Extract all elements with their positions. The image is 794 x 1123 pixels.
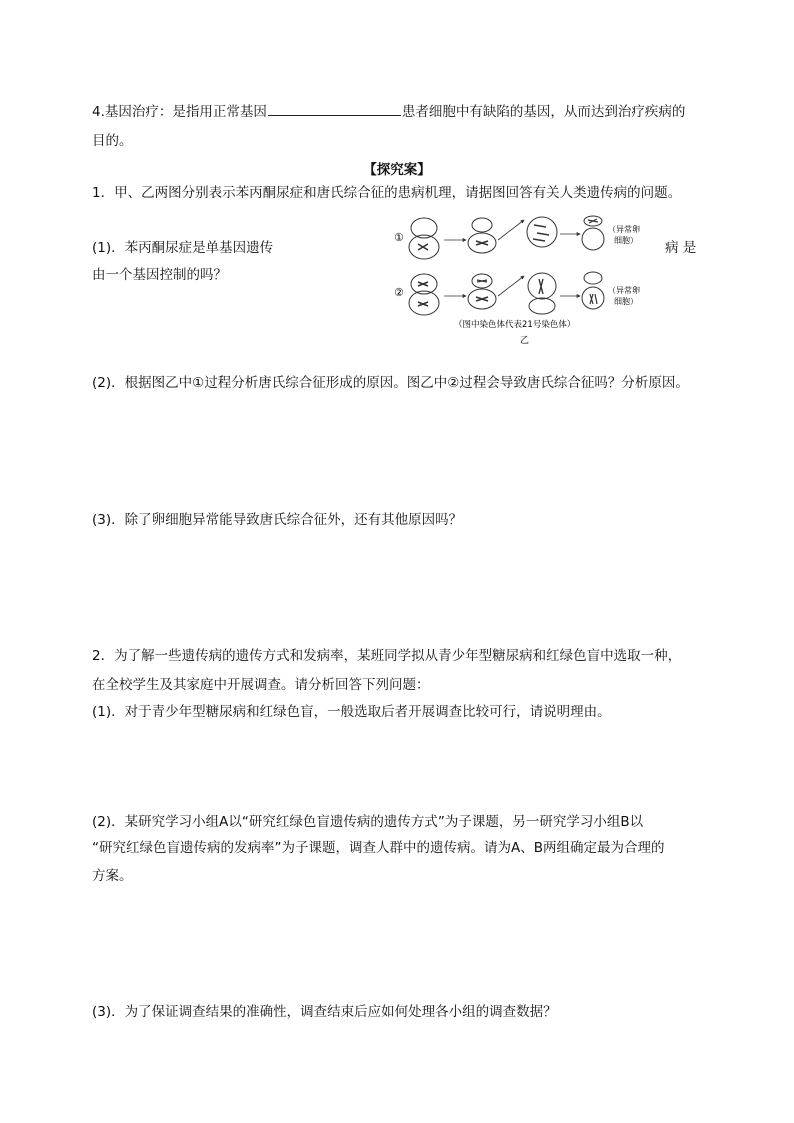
fill-in-blank[interactable] (268, 101, 401, 116)
section-title: 【探究案】 (363, 162, 431, 178)
q1-sub1-right: 病 是 (665, 240, 697, 256)
q2-sub3: (3)．为了保证调查结果的准确性，调查结束后应如何处理各小组的调查数据？ (92, 1004, 557, 1020)
figure-meiosis-diagram (394, 214, 674, 346)
q1-intro: 1．甲、乙两图分别表示苯丙酮尿症和唐氏综合征的患病机理，请据图回答有关人类遗传病的问题。 (92, 185, 682, 201)
row2-abnormal-egg (582, 272, 604, 309)
q1-sub1-line2: 由一个基因控制的吗？ (92, 267, 227, 283)
q2-sub2-line3: 方案。 (92, 868, 133, 884)
row1-abnormal-egg (582, 216, 604, 250)
abnormal-egg-note-2b: 细胞） (614, 297, 638, 306)
q1-sub1-left: (1)．苯丙酮尿症是单基因遗传 (92, 240, 274, 256)
row1-cell-three (527, 217, 557, 247)
row2-cell-two (468, 274, 496, 309)
meiosis-svg (394, 214, 674, 346)
q1-sub3: (3)．除了卵细胞异常能导致唐氏综合征外，还有其他原因吗？ (92, 512, 463, 528)
q2-sub1: (1)．对于青少年型糖尿病和红绿色盲，一般选取后者开展调查比较可行，请说明理由。 (92, 704, 611, 720)
q2-intro-line1: 2．为了解一些遗传病的遗传方式和发病率，某班同学拟从青少年型糖尿病和红绿色盲中选取一种， (92, 648, 682, 664)
item4-line1 (92, 101, 685, 122)
figure-caption: （图中染色体代表21号染色体） (454, 320, 576, 330)
figure-panel-label: 乙 (520, 336, 530, 346)
abnormal-egg-note-1a: （异常卵 (608, 225, 640, 234)
row1-cell-dividing (409, 218, 439, 259)
item4-suffix: 患者细胞中有缺陷的基因，从而达到治疗疾病的 (401, 104, 686, 120)
process-2-label: ② (394, 286, 404, 299)
abnormal-egg-note-1b: 细胞） (614, 236, 638, 245)
item4-line2: 目的。 (92, 133, 133, 149)
process-1-label: ① (394, 231, 404, 244)
q2-intro-line2: 在全校学生及其家庭中开展调查。请分析回答下列问题： (92, 677, 430, 693)
q2-sub2-line2: “研究红绿色盲遗传病的发病率”为子课题，调查人群中的遗传病。请为A、B两组确定最为合理的 (92, 840, 665, 856)
row2-cell-three (528, 273, 556, 314)
q1-sub2: (2)．根据图乙中①过程分析唐氏综合征形成的原因。图乙中②过程会导致唐氏综合征吗？分析原因。 (92, 375, 689, 391)
row1-cell-two (468, 218, 496, 253)
abnormal-egg-note-2a: （异常卵 (608, 286, 640, 295)
row2-cell-dividing (409, 274, 439, 315)
item4-prefix: 4.基因治疗：是指用正常基因 (92, 104, 267, 120)
q2-sub2-line1: (2)．某研究学习小组A以“研究红绿色盲遗传病的遗传方式”为子课题，另一研究学习小组B以 (92, 814, 644, 830)
